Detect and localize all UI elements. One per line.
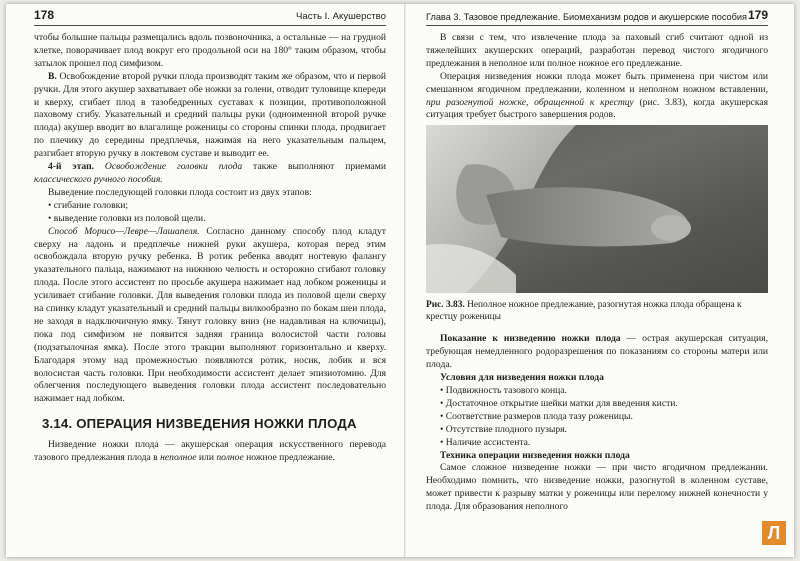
right-running-head [426,4,768,26]
paragraph-text: Согласно данному способу плод кладут сверху на ладонь и предплечье нижней руки акушера, которая перед этим освобождала вторую ручку ребенка. В ротик ребенка вводят ногтевую фалангу указательного пальца, нажимают на нижнюю челюсть и осторожно сгибают головку плода. После этого ассистент по просьбе акушера нажимает над лобком роженицы и усиливает сгибание головки. Для выведения головки плода из половой щели сверху на спинку кладут указательный и средний пальцы вилкообразно по бокам шеи плода, не заходя в надключичную ямку. Тянут головку вниз (не надавливая на ключицы), пока под симфизом не появится задняя граница волосистой части головы (подзатылочная ямка). После этого тракции выполняют горизонтально и кверху. Благодаря этому над промежностью появляются ротик, носик, лобик и вся волосистая часть головки. При необходимости ассистент делает эпизиотомию. Для облегчения последующего выведения головки плода ассистент последовательно нажимает над лобком. [34,225,386,405]
paragraph: чтобы большие пальцы размещались вдоль позвоночника, а остальные — на грудной клетке, поворачивает плод вокруг его продольной оси на 180° таким образом, чтобы затылок прошел под симфизом. [34,32,386,69]
watermark-logo: Л [762,521,786,545]
paragraph-text: или [196,452,217,464]
paragraph-bold: Показание к низведению ножки плода [440,333,621,345]
running-title: Часть I. Акушерство [296,11,386,22]
book-gutter [404,4,406,557]
list-item: • сгибание головки; [34,200,386,213]
section-title: 3.14. ОПЕРАЦИЯ НИЗВЕДЕНИЯ НОЖКИ ПЛОДА [42,416,357,432]
list-item: • Достаточное открытие шейки матки для введения кисти. [426,398,768,411]
paragraph [426,333,768,372]
fetal-foot [651,215,691,241]
paragraph [34,71,386,161]
paragraph [34,439,386,465]
paragraph: Выведение последующей головки плода состоит из двух этапов: [48,186,312,198]
left-running-head [34,4,386,26]
drape-fold [426,244,516,293]
paragraph-text: Освобождение второй ручки плода производят таким же образом, что и первой ручки. Для этого акушер захватывает обе ножки за голени, отводит туловище кпереди и кверху, сгибает плод в тазобедренных суставах к позиции, противоположной паховому сгибу. Указательный и средний пальцы руки (одноименной второй ручке плода) акушер вводит во влагалище роженицы со стороны спинки плода, продвигает по плечику до середины предплечья, нажимая на него указательным пальцем, разгибает вторую ручку в локтевом суставе и выводит ее. [34,70,386,160]
caption-label: Рис. 3.83. [426,300,465,311]
paragraph-lead: В. [48,70,57,82]
paragraph: В связи с тем, что извлечение плода за паховый сгиб считают одной из тяжелейших акушерских операций, разработан перевод чистого ягодичного предлежания в неполное или полное ножное его предлежание. [426,32,768,69]
paragraph-text: — острая акушерская ситуация, требующая немедленного родоразрешения по показаниям со стороны матери или плода. [426,333,768,371]
paragraph-text: Низведение ножки плода — акушерская операция искусственного перевода тазового предлежания плода в [34,439,386,464]
list-item: • выведение головки из половой щели. [34,213,386,226]
page-number: 178 [34,8,55,22]
page-number: 179 [747,8,768,22]
paragraph [426,71,768,123]
subheading: Условия для низведения ножки плода [440,372,604,384]
list-item: • Отсутствие плодного пузыря. [426,424,768,437]
paragraph-text: (рис. 3.83), когда акушерская ситуация требует быстрого завершения родов. [426,96,769,121]
subheading: Техника операции низведения ножки плода [440,449,630,461]
left-page [6,4,404,557]
paragraph-italic: при разогнутой ножке, обращенной к крестцу [426,96,634,108]
paragraph [34,161,386,187]
paragraph-italic: неполное [160,452,197,464]
stage-title: Освобождение головки плода [94,161,243,173]
figure-photo [426,125,768,293]
figure-caption [426,299,768,323]
caption-text: Неполное ножное предлежание, разогнутая ножка плода обращена к крестцу роженицы [426,300,742,323]
paragraph [34,226,386,407]
book-spread [6,4,794,557]
figure-illustration [426,125,768,293]
right-page [404,4,794,557]
list-item: • Наличие ассистента. [426,437,768,450]
paragraph-text: Операция низведения ножки плода может быть применена при чистом или смешанном ягодичном предлежании, коленном и неполном ножном вставлении, [426,70,768,95]
paragraph-text: также выполняют приемами [242,161,387,173]
list-item: • Подвижность тазового конца. [426,385,768,398]
stage-label: 4-й этап. [48,161,95,173]
paragraph-italic: классического ручного пособия. [34,173,163,185]
list-item: • Соответствие размеров плода тазу роженицы. [426,411,768,424]
paragraph-text: ножное предлежание. [243,452,335,464]
method-name: Способ Морисо—Левре—Лашапеля. [48,225,200,237]
paragraph-italic: полное [216,452,244,464]
paragraph: Самое сложное низведение ножки — при чисто ягодичном предлежании. Необходимо помнить, что низведение ножки, разогнутой в коленном суставе, может привести к разрыву матки у роженицы или перелому нижней конечности у плода. Для образования неполного [426,462,768,513]
running-title: Глава 3. Тазовое предлежание. Биомеханизм родов и акушерские пособия [426,12,748,22]
